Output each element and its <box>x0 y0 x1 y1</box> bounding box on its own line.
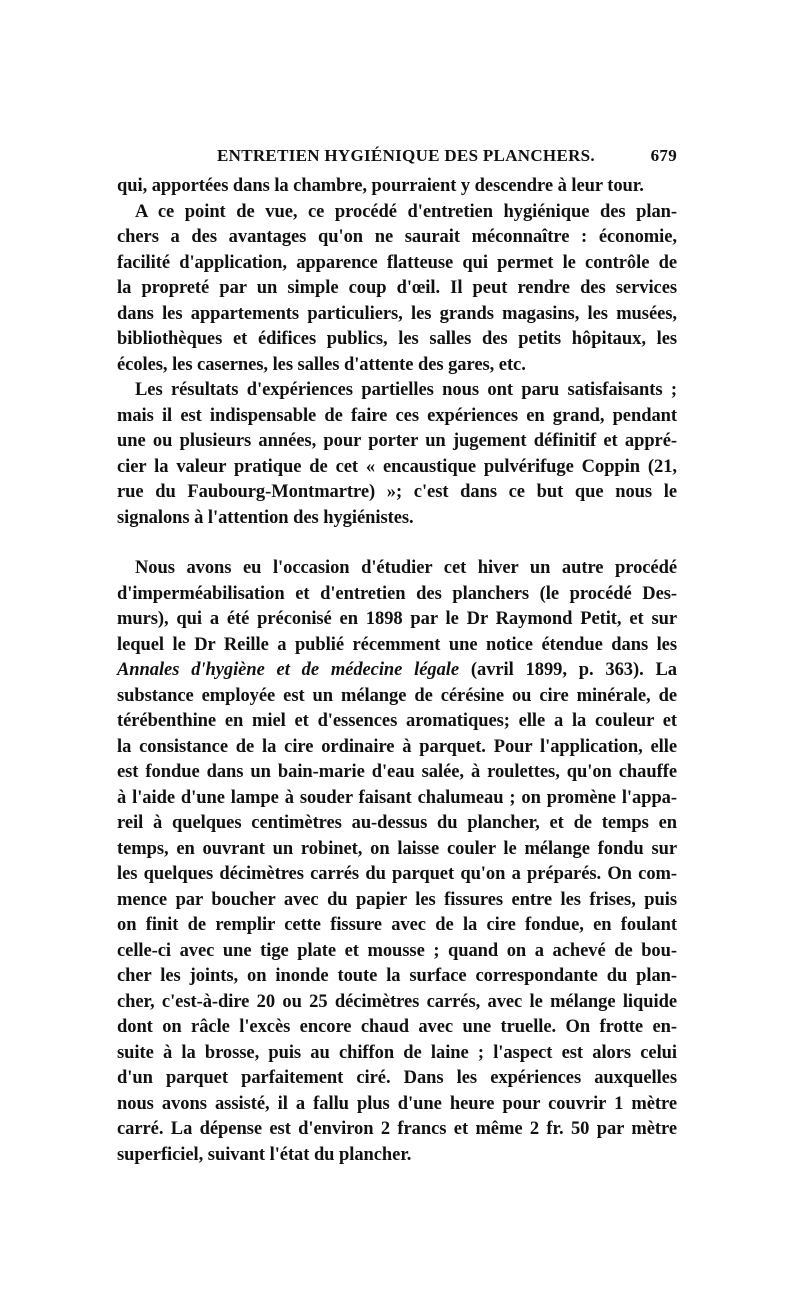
text-line: mence par boucher avec du papier les fissures entre les frises, puis <box>117 889 677 910</box>
text-line: d'un parquet parfaitement ciré. Dans les expériences auxquelles <box>117 1068 677 1088</box>
text-line: reil à quelques centimètres au-dessus du plancher, et de temps en <box>117 813 677 833</box>
text-line: suite à la brosse, puis au chiffon de laine ; l'aspect est alors celui <box>117 1042 677 1063</box>
text-line: bibliothèques et édifices publics, les salles des petits hôpitaux, les <box>117 329 677 349</box>
text-line: superficiel, suivant l'état du plancher. <box>117 1144 412 1165</box>
section-gap <box>117 531 677 556</box>
book-page <box>117 140 677 1168</box>
text-line: lequel le Dr Reille a publié récemment une notice étendue dans les <box>117 634 677 655</box>
text-line: Les résultats d'expériences partielles nous ont paru satisfaisants ; <box>135 380 677 400</box>
text-line: d'imperméabilisation et d'entretien des planchers (le procédé Des- <box>117 583 677 604</box>
text-line: la consistance de la cire ordinaire à parquet. Pour l'application, elle <box>117 736 677 757</box>
running-header <box>117 140 677 174</box>
text-line: mais il est indispensable de faire ces expériences en grand, pendant <box>117 405 677 426</box>
text-line: A ce point de vue, ce procédé d'entretien hygiénique des plan- <box>135 201 677 222</box>
text-line: dont on râcle l'excès encore chaud avec une truelle. On frotte en- <box>117 1017 677 1037</box>
text-line: cher, c'est-à-dire 20 ou 25 décimètres carrés, avec le mélange liquide <box>117 991 677 1012</box>
text-line: térébenthine en miel et d'essences aromatiques; elle a la couleur et <box>117 711 677 731</box>
text-line: celle-ci avec une tige plate et mousse ; quand on a achevé de bou- <box>117 940 677 961</box>
running-title: ENTRETIEN HYGIÉNIQUE DES PLANCHERS. <box>217 146 595 165</box>
journal-title: Annales d'hygiène et de médecine légale <box>117 660 460 680</box>
paragraph-avantages <box>117 200 677 379</box>
text-line: cier la valeur pratique de cet « encaustique pulvérifuge Coppin (21, <box>117 456 677 477</box>
text-line: les quelques décimètres carrés du parquet qu'on a préparés. On com- <box>117 864 677 884</box>
text-line: qui, apportées dans la chambre, pourraient y descendre à leur tour. <box>117 176 644 196</box>
text-line: nous avons assisté, il a fallu plus d'une heure pour couvrir 1 mètre <box>117 1093 677 1114</box>
text-line: Nous avons eu l'occasion d'étudier cet hiver un autre procédé <box>135 558 677 578</box>
text-line: substance employée est un mélange de cérésine ou cire minérale, de <box>117 685 677 706</box>
text-line: signalons à l'attention des hygiénistes. <box>117 507 414 528</box>
page-number: 679 <box>650 146 677 165</box>
text-line: est fondue dans un bain-marie d'eau salée, à roulettes, qu'on chauffe <box>117 762 677 782</box>
text-line: chers a des avantages qu'on ne saurait méconnaître : économie, <box>117 227 677 247</box>
text-line: temps, en ouvrant un robinet, on laisse couler le mélange fondu sur <box>117 838 677 859</box>
text-line: on finit de remplir cette fissure avec de la cire fondue, en foulant <box>117 915 677 935</box>
text-line-annales: Annales d'hygiène et de médecine légale (avril 1899, p. 363). La <box>117 660 677 680</box>
text-line: la propreté par un simple coup d'œil. Il peut rendre des services <box>117 278 677 298</box>
text-line: dans les appartements particuliers, les grands magasins, les musées, <box>117 303 677 324</box>
text-line: murs), qui a été préconisé en 1898 par le Dr Raymond Petit, et sur <box>117 609 677 629</box>
text-line: une ou plusieurs années, pour porter un jugement définitif et appré- <box>117 431 677 451</box>
paragraph-continuation <box>117 174 677 200</box>
paragraph-resultats <box>117 378 677 531</box>
text-line: cher les joints, on inonde toute la surface correspondante du plan- <box>117 966 677 986</box>
text-line: écoles, les casernes, les salles d'attente des gares, etc. <box>117 354 526 375</box>
paragraph-procede-desmurs <box>117 556 677 1168</box>
text-line: à l'aide d'une lampe à souder faisant chalumeau ; on promène l'appa- <box>117 787 677 808</box>
text-line: carré. La dépense est d'environ 2 francs et même 2 fr. 50 par mètre <box>117 1119 677 1139</box>
text-line: facilité d'application, apparence flatteuse qui permet le contrôle de <box>117 252 677 273</box>
text-line: rue du Faubourg-Montmartre) »; c'est dans ce but que nous le <box>117 482 677 502</box>
